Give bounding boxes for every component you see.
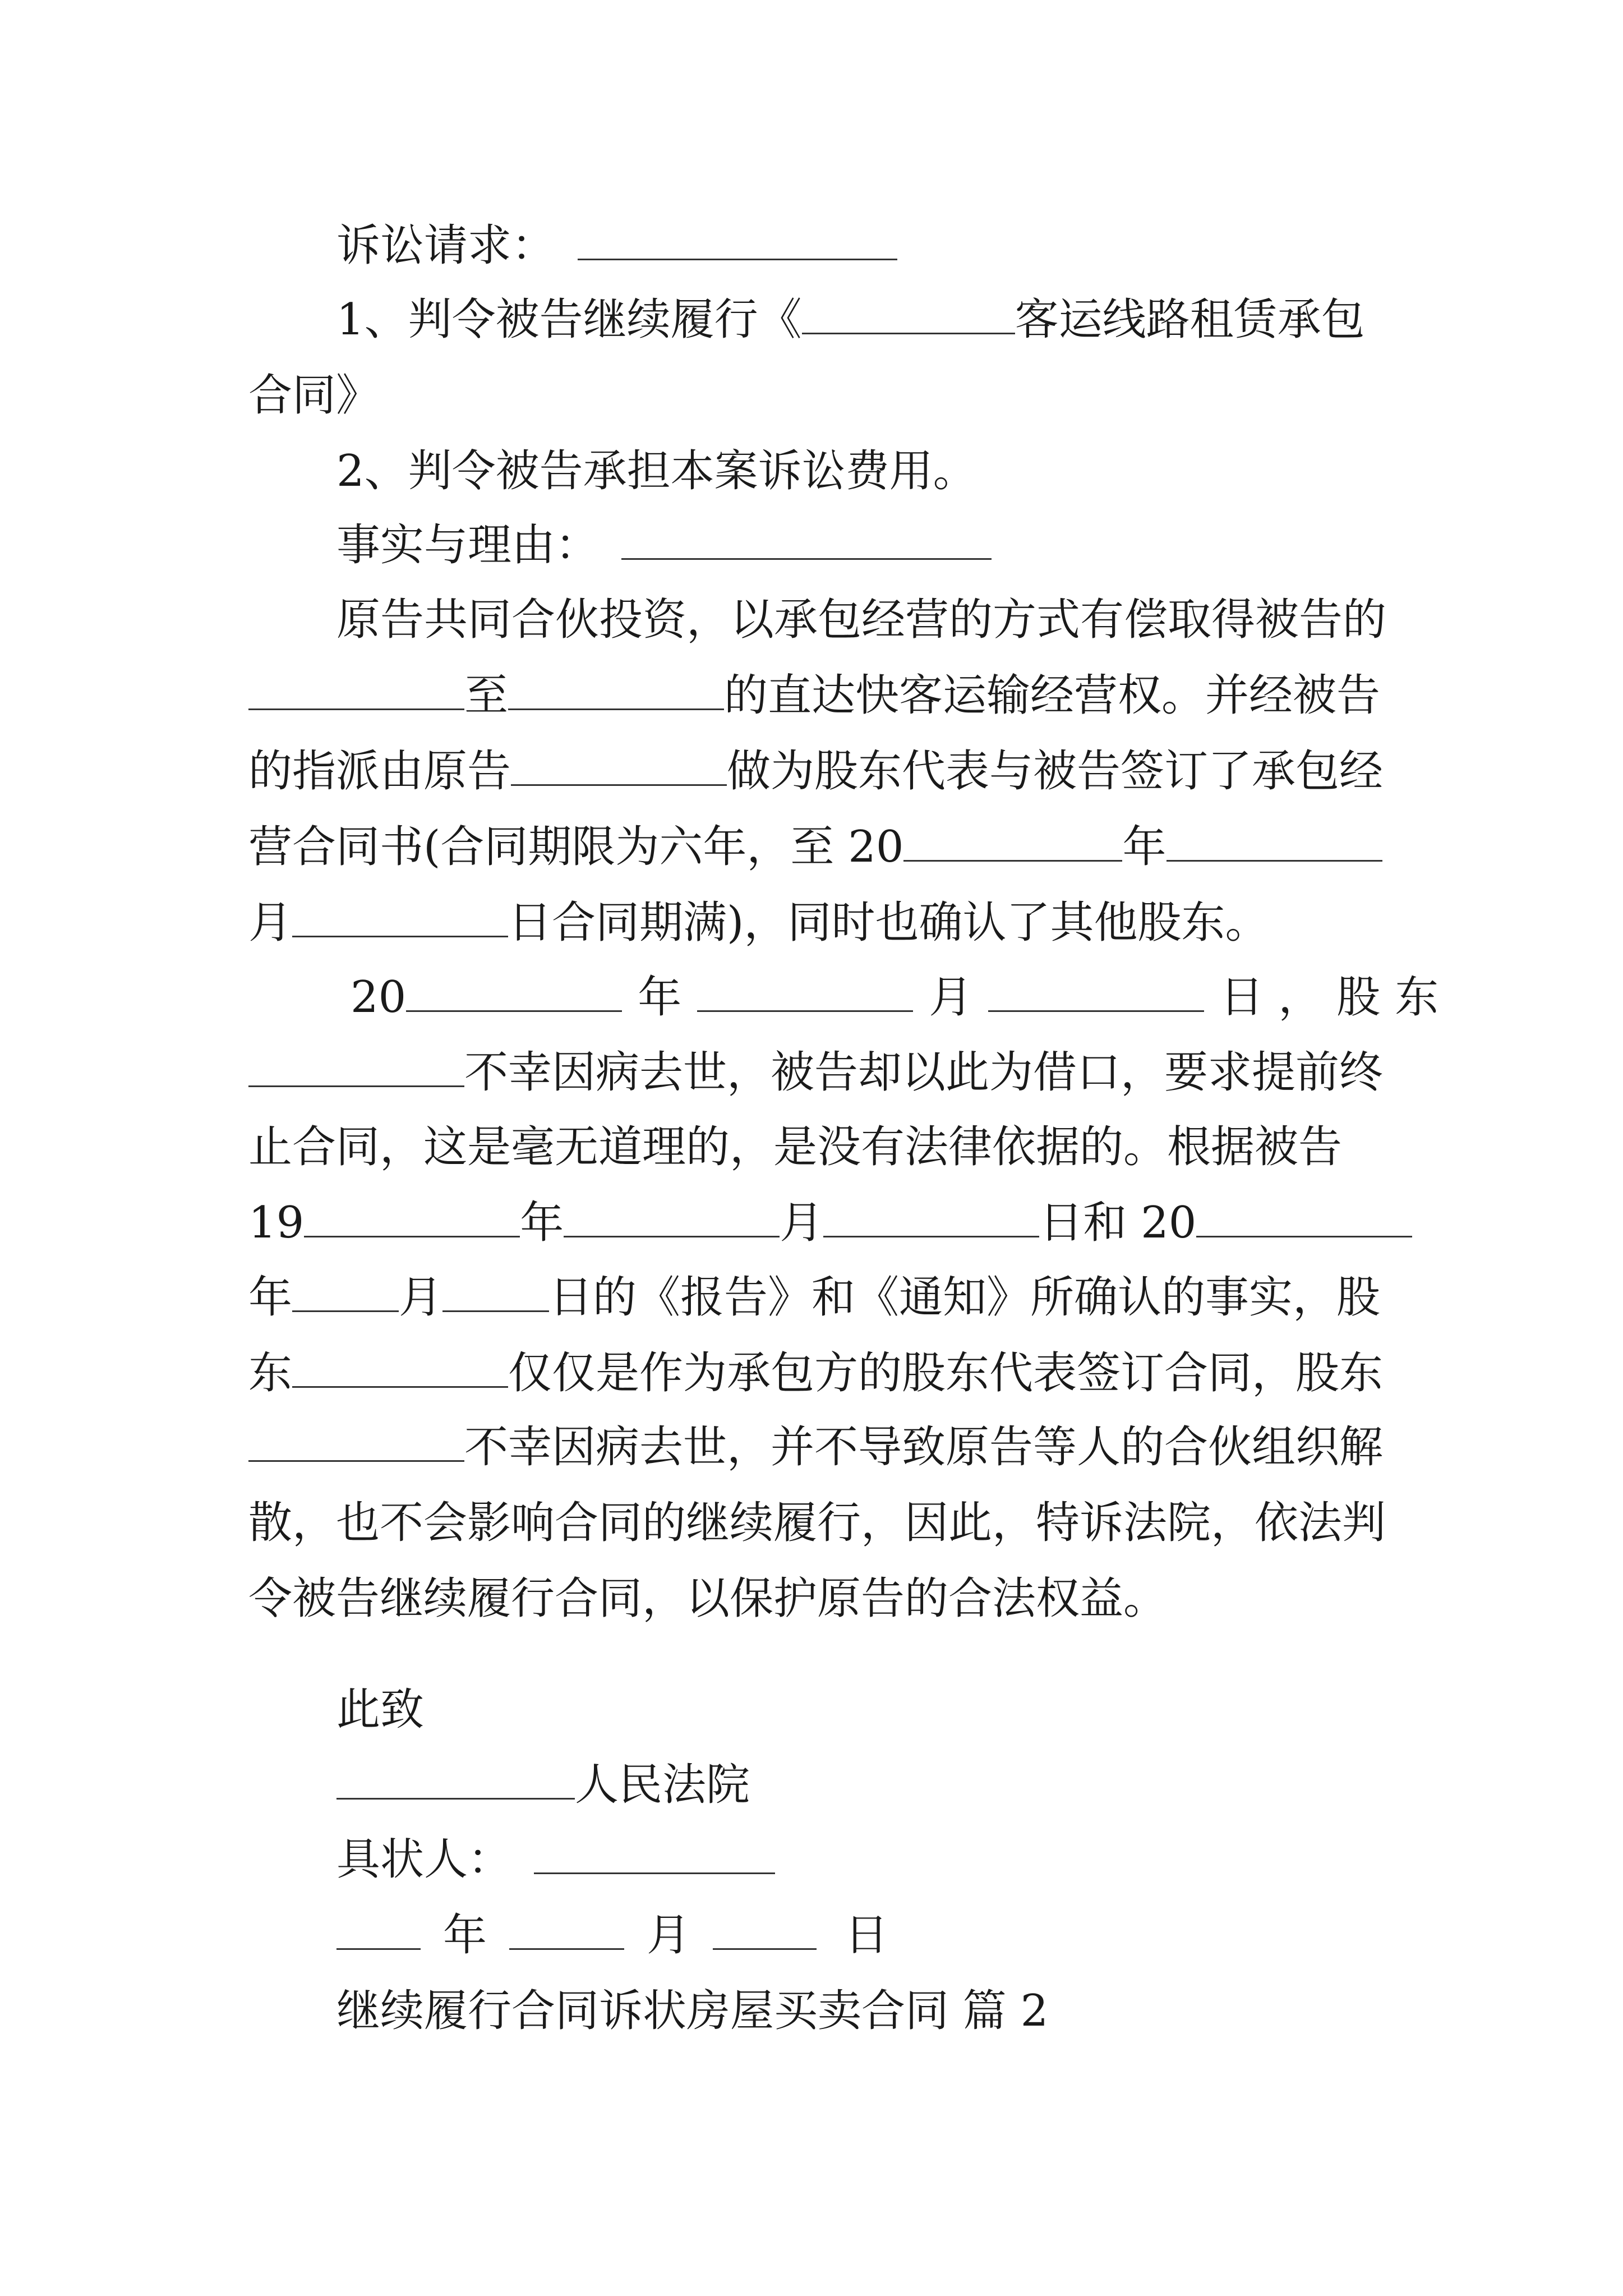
blank-field	[336, 1909, 421, 1950]
blank-field	[248, 1421, 464, 1462]
line-text: 具状人：	[336, 1834, 512, 1885]
facts-para-line	[351, 969, 1454, 1025]
blank-field	[406, 971, 622, 1012]
line-text: 月	[929, 972, 973, 1023]
facts-para-line	[248, 1345, 1387, 1401]
claim-1	[336, 292, 1391, 348]
blank-field	[508, 669, 724, 710]
line-text: 诉讼请求：	[336, 220, 556, 271]
line-text: 1、判令被告继续履行《	[336, 295, 802, 345]
line-text: 此致	[336, 1685, 425, 1735]
facts-para-line	[248, 819, 1387, 875]
line-text: 营合同书(合同期限为六年，至 20	[248, 822, 904, 872]
blank-field	[336, 1759, 575, 1800]
line-text: 至	[464, 670, 509, 721]
blank-field	[442, 1271, 549, 1312]
facts-para-line	[248, 1495, 1387, 1551]
blank-field	[534, 1833, 775, 1874]
line-text: 年	[520, 1198, 564, 1248]
blank-field	[248, 1046, 464, 1087]
line-text: 年	[443, 1910, 487, 1961]
blank-field	[292, 1347, 508, 1388]
line-text: 散，也不会影响合同的继续履行，因此，特诉法院，依法判	[248, 1498, 1386, 1548]
line-text: 东	[248, 1348, 293, 1398]
line-text: 继续履行合同诉状房屋买卖合同 篇 2	[336, 1986, 1049, 2036]
blank-field	[903, 821, 1122, 862]
facts-para-line	[248, 1269, 1387, 1326]
line-text: 原告共同合伙投资，以承包经营的方式有偿取得被告的	[336, 595, 1387, 645]
claim-1-cont	[248, 367, 1387, 424]
line-text: 月	[248, 898, 293, 948]
line-text: 日合同期满)，同时也确认了其他股东。	[508, 898, 1269, 948]
line-text: 月	[780, 1198, 824, 1248]
line-text: 月	[399, 1272, 443, 1323]
court-line	[336, 1757, 1391, 1813]
facts-para-line	[336, 592, 1391, 648]
line-text: 止合同，这是毫无道理的，是没有法律依据的。根据被告	[248, 1122, 1343, 1172]
facts-para-line	[248, 1119, 1387, 1175]
line-text: 19	[248, 1198, 305, 1248]
line-text: 人民法院	[575, 1760, 750, 1810]
line-text: 20	[351, 972, 407, 1023]
line-text: 做为股东代表与被告签订了承包经	[727, 746, 1384, 797]
line-text: 客运线路租赁承包	[1015, 295, 1365, 345]
line-text: 日，股东	[1220, 972, 1454, 1023]
plaintiff-signature-line	[336, 1832, 1391, 1888]
claim-2	[336, 443, 1391, 499]
blank-field	[1196, 1197, 1412, 1237]
line-text: 不幸因病去世，并不导致原告等人的合伙组织解	[464, 1422, 1384, 1473]
facts-para-line	[248, 1195, 1387, 1251]
date-line	[336, 1907, 1391, 1963]
line-text: 年	[1122, 822, 1166, 872]
facts-para-line	[248, 1045, 1387, 1101]
line-text: 日和 20	[1039, 1198, 1197, 1248]
line-text: 年	[248, 1272, 293, 1323]
section-title	[336, 1983, 1391, 2039]
line-text: 年	[638, 972, 682, 1023]
blank-field	[713, 1909, 817, 1950]
facts-para-line	[248, 743, 1387, 799]
line-text: 日	[845, 1910, 889, 1961]
closing-salutation	[336, 1682, 1391, 1738]
blank-field	[292, 896, 508, 937]
blank-field	[292, 1271, 399, 1312]
blank-field	[802, 293, 1015, 334]
facts-para-line	[248, 1571, 1387, 1627]
facts-para-line	[248, 1419, 1387, 1475]
blank-field	[621, 519, 992, 560]
line-text: 的指派由原告	[248, 746, 511, 797]
line-text: 2、判令被告承担本案诉讼费用。	[336, 446, 977, 496]
line-text: 月	[647, 1910, 691, 1961]
blank-field	[823, 1197, 1039, 1237]
blank-field	[511, 745, 727, 786]
blank-field	[697, 971, 913, 1012]
blank-field	[304, 1197, 520, 1237]
blank-field	[248, 669, 464, 710]
line-text: 日的《报告》和《通知》所确认的事实，股	[549, 1272, 1381, 1323]
facts-para-line	[248, 668, 1387, 724]
blank-field	[509, 1909, 624, 1950]
claims-heading	[336, 218, 1391, 274]
line-text: 不幸因病去世，被告却以此为借口，要求提前终	[464, 1047, 1384, 1098]
blank-field	[988, 971, 1204, 1012]
facts-heading	[336, 517, 1391, 573]
line-text: 合同》	[248, 370, 380, 421]
blank-field	[564, 1197, 780, 1237]
line-text: 仅仅是作为承包方的股东代表签订合同，股东	[508, 1348, 1384, 1398]
facts-para-line	[248, 895, 1387, 951]
line-text: 事实与理由：	[336, 520, 600, 570]
blank-field	[1166, 821, 1382, 862]
line-text: 的直达快客运输经营权。并经被告	[724, 670, 1381, 721]
blank-field	[578, 219, 897, 260]
line-text: 令被告继续履行合同，以保护原告的合法权益。	[248, 1573, 1168, 1624]
